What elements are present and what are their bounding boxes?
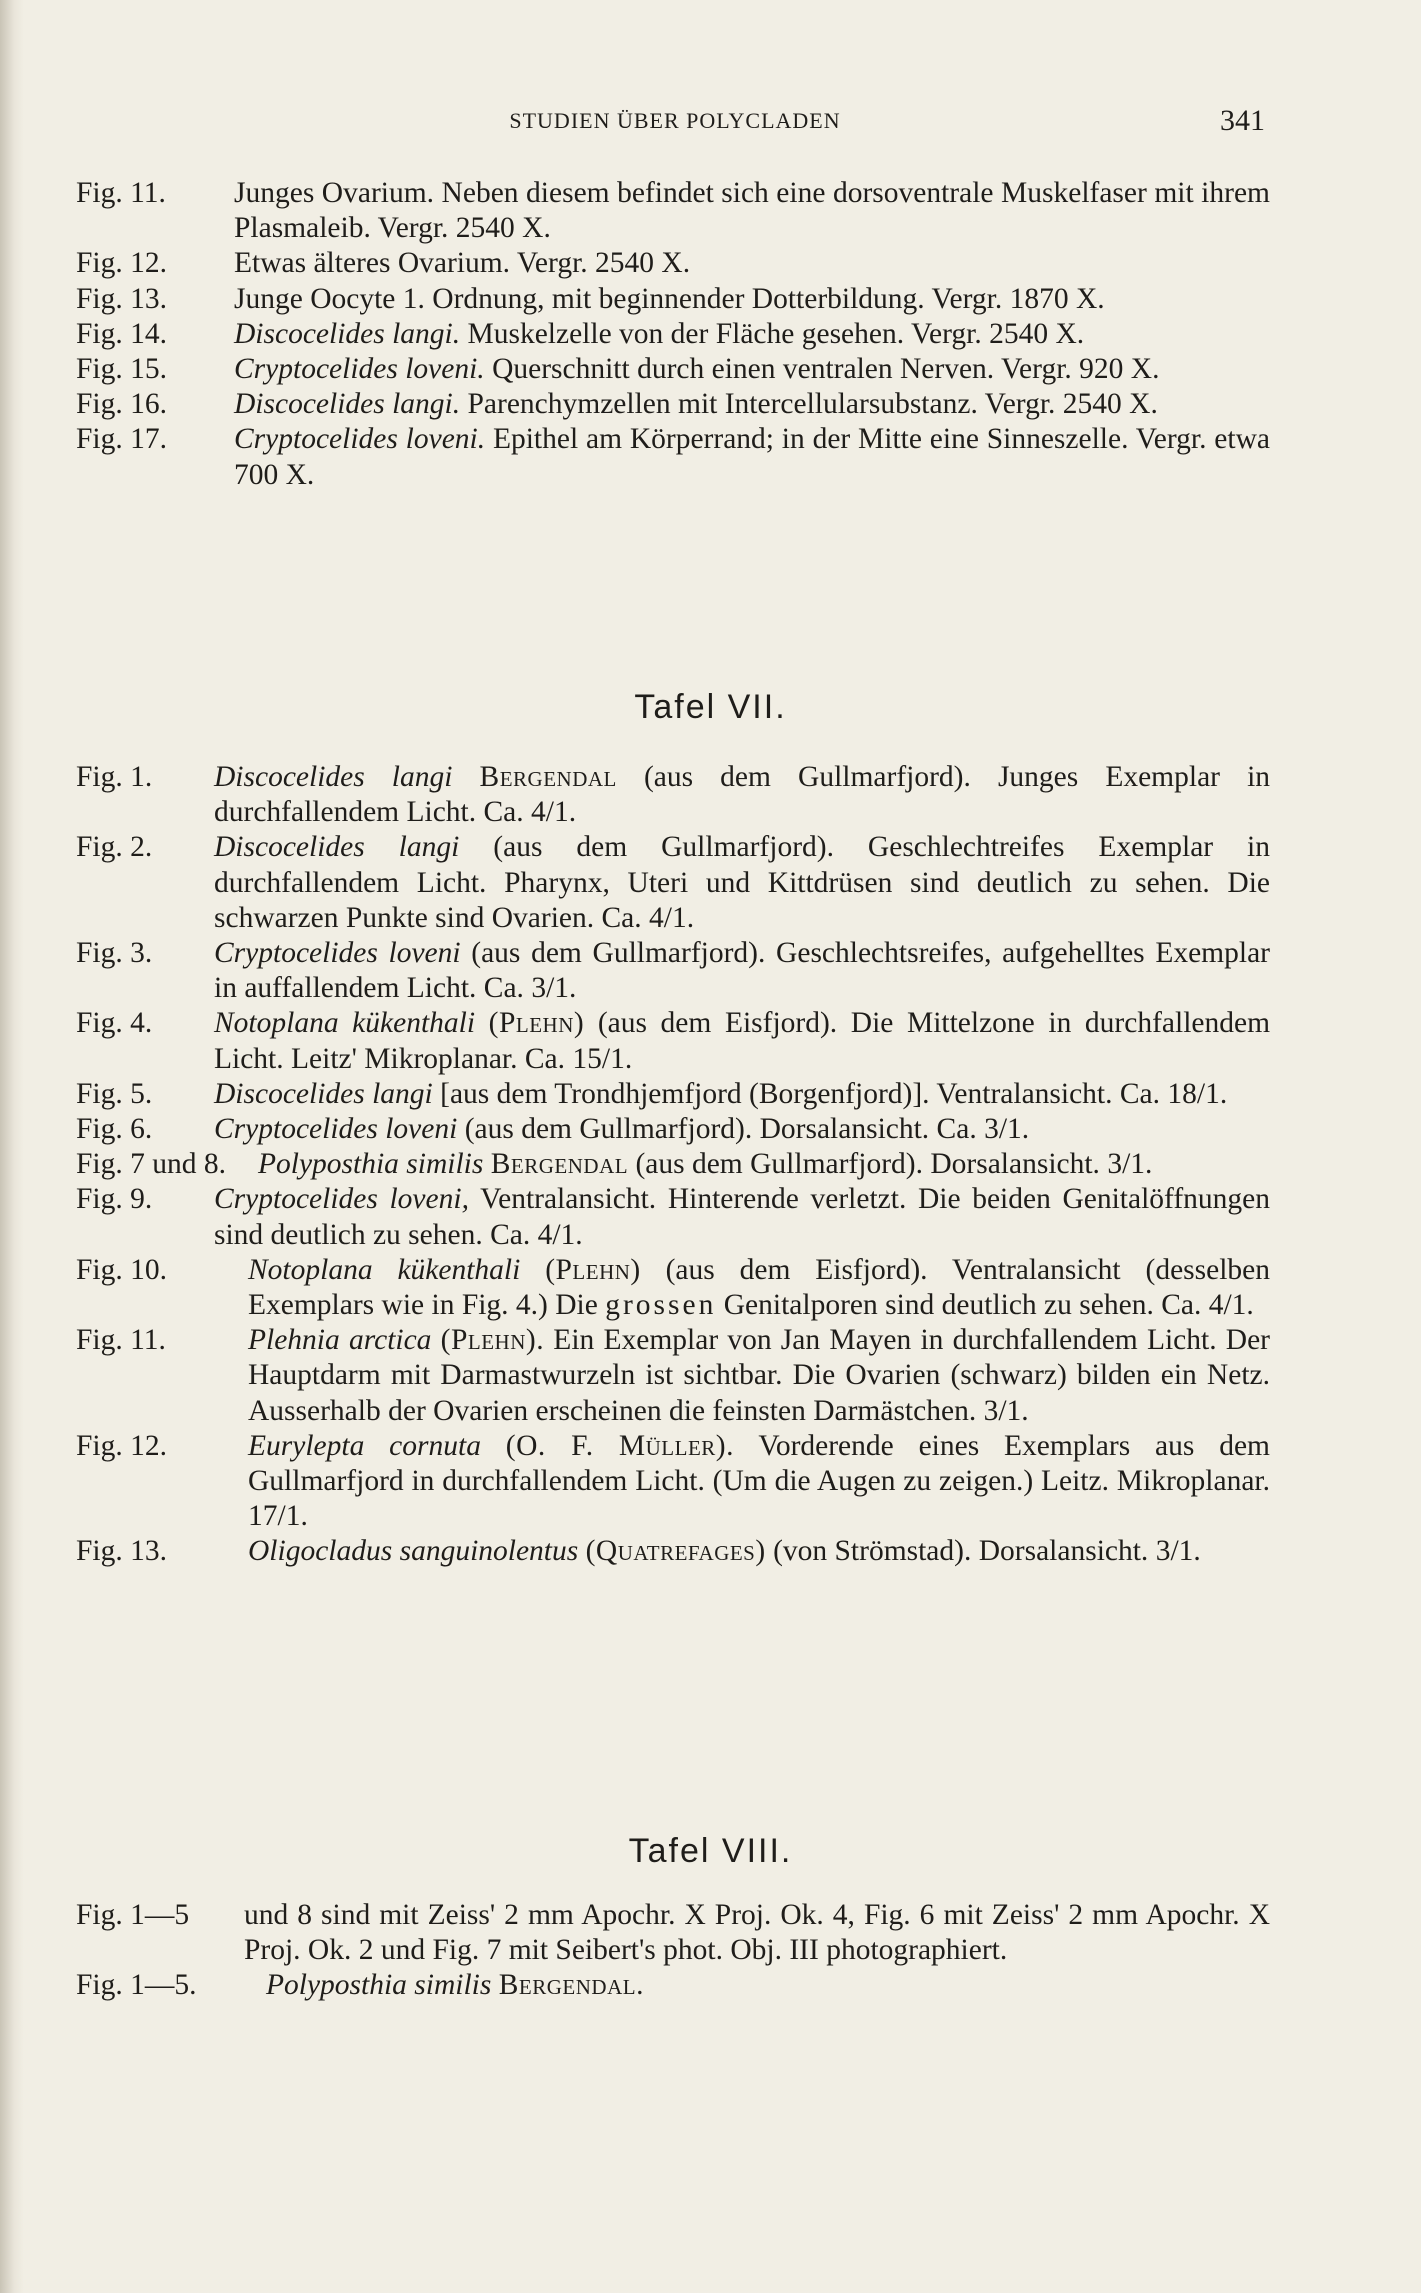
author-name: (Plehn) (545, 1253, 641, 1286)
species-name: Eurylepta cornuta (248, 1429, 481, 1462)
figure-label: Fig. 12. (76, 247, 167, 280)
magnification: 18/1. (1167, 1077, 1228, 1110)
tafel-viii-figure-list (76, 1898, 1270, 2004)
figure-entry (76, 1006, 1270, 1076)
figure-label: Fig. 2. (76, 831, 153, 864)
figure-entry (76, 246, 1270, 281)
figure-description: Muskelzelle von der Fläche gesehen. Vergr. 2540 X. (467, 317, 1085, 350)
figure-label: Fig. 10. (76, 1253, 167, 1286)
author-name: (Quatrefages) (585, 1535, 766, 1568)
species-name: Discocelides langi. (234, 388, 461, 421)
species-name: Oligocladus sanguinolentus (248, 1535, 579, 1568)
figure-description: (aus dem Gullmarfjord). Geschlechtsreifes, aufgehelltes Exemplar in auffallendem Licht. Ca. (214, 937, 1270, 1005)
figure-description: (aus dem Gullmarfjord). Geschlechtreifes Exemplar in durchfallendem Licht. Pharynx, Uteri und Kittdrüsen sind deutlich zu sehen. Die schwarzen Punkte sind Ovarien. Ca. (214, 831, 1271, 934)
figure-description: Etwas älteres Ovarium. Vergr. 2540 X. (234, 247, 691, 280)
species-name: Cryptocelides loveni. (234, 353, 485, 386)
species-name: Cryptocelides loveni (214, 937, 461, 970)
author-name: (Plehn). (440, 1324, 545, 1357)
magnification: 15/1. (572, 1042, 633, 1075)
magnification: 4/1. (537, 1218, 583, 1251)
author-name: Bergendal (490, 1148, 629, 1181)
species-name: Polyposthia similis (258, 1148, 484, 1181)
figure-entry (76, 1077, 1270, 1112)
page-edge-shadow (0, 0, 24, 2293)
magnification: 3/1. (984, 1113, 1030, 1146)
author-name: (Plehn) (488, 1007, 585, 1040)
figure-entry (76, 1968, 1270, 2003)
figure-label: Fig. 17. (76, 423, 167, 456)
figure-entry (76, 176, 1270, 246)
tafel-vii-figure-list (76, 760, 1270, 1570)
page-header (0, 104, 1421, 144)
figure-entry (76, 760, 1270, 830)
figure-description: Junges Ovarium. Neben diesem befindet sich eine dorsoventrale Muskelfaser mit ihrem Plasmaleib. Vergr. 2540 X. (234, 177, 1270, 245)
figure-description: Parenchymzellen mit Intercellularsubstanz. Vergr. 2540 X. (467, 388, 1158, 421)
species-name: Plehnia arctica (248, 1324, 432, 1357)
species-name: Discocelides langi (214, 1077, 433, 1110)
figure-label: Fig. 1—5. (76, 1969, 197, 2002)
figure-description: (aus dem Gullmarfjord). Junges Exemplar in durchfallendem Licht. Ca. (214, 761, 1271, 829)
tafel-vii-heading: Tafel VII. (634, 688, 787, 726)
figure-description: (aus dem Eisfjord). Die Mittelzone in durchfallendem Licht. Leitz' Mikroplanar. Ca. (214, 1007, 1271, 1075)
species-name: Discocelides langi (214, 761, 453, 793)
figure-description: Querschnitt durch einen ventralen Nerven. Vergr. 920 X. (492, 353, 1160, 386)
figure-entry (76, 352, 1270, 387)
figure-description: Ventralansicht. Hinterende verletzt. Die beiden Genitalöffnungen sind deutlich zu sehen. Ca. (214, 1183, 1270, 1251)
author-name: Bergendal (479, 761, 617, 793)
species-name: Polyposthia similis (266, 1969, 492, 2002)
figure-entry (76, 1323, 1270, 1429)
figure-label: Fig. 16. (76, 388, 167, 421)
figure-entry (76, 422, 1270, 492)
figure-entry (76, 1898, 1270, 1968)
species-name: Notoplana kükenthali (248, 1253, 521, 1286)
figure-label: Fig. 14. (76, 317, 167, 350)
figure-description: und 8 sind mit Zeiss' 2 mm Apochr. X Proj. Ok. 4, Fig. 6 mit Zeiss' 2 mm Apochr. X Proj. Ok. 2 und Fig. 7 mit Seibert's phot. Obj. III photographiert. (244, 1899, 1270, 1967)
figure-entry (76, 1429, 1270, 1535)
figure-entry (76, 317, 1270, 352)
figure-entry (76, 387, 1270, 422)
figure-label: Fig. 4. (76, 1007, 153, 1040)
figure-label: Fig. 5. (76, 1077, 153, 1110)
figure-description: (von Strömstad). Dorsalansicht. (773, 1535, 1149, 1568)
figure-entry (76, 1147, 1270, 1182)
magnification: 3/1. (1107, 1148, 1153, 1181)
species-name: Cryptocelides loveni. (234, 423, 486, 456)
magnification: 17/1. (248, 1500, 308, 1533)
figure-label: Fig. 9. (76, 1183, 153, 1216)
species-name: Cryptocelides loveni (214, 1113, 458, 1146)
page-number: 341 (1220, 104, 1265, 137)
author-name: Bergendal. (498, 1969, 644, 2002)
figure-label: Fig. 11. (76, 177, 166, 209)
figure-description: (aus dem Gullmarfjord). Dorsalansicht. (635, 1148, 1100, 1181)
magnification: 4/1. (531, 796, 577, 829)
figure-label: Fig. 1—5 (76, 1899, 190, 1931)
figure-description-continued: Genitalporen sind deutlich zu sehen. Ca. (723, 1289, 1202, 1322)
figure-description: Junge Oocyte 1. Ordnung, mit beginnender Dotterbildung. Vergr. 1870 X. (234, 282, 1105, 315)
magnification: 3/1. (983, 1394, 1029, 1427)
figure-entry (76, 1253, 1270, 1323)
species-name: Cryptocelides loveni, (214, 1183, 469, 1216)
figure-description: (aus dem Eisfjord). Ventralansicht (desselben Exemplars wie in Fig. 4.) Die (248, 1253, 1270, 1322)
figure-entry (76, 936, 1270, 1006)
magnification: 3/1. (1155, 1535, 1201, 1568)
emphasized-word: grossen (605, 1289, 717, 1322)
running-title: STUDIEN ÜBER POLYCLADEN (509, 108, 841, 133)
figure-entry (76, 1182, 1270, 1252)
figure-description: Ein Exemplar von Jan Mayen in durchfallendem Licht. Der Hauptdarm mit Darmastwurzeln ist sichtbar. Die Ovarien (schwarz) bilden ein Netz. Ausserhalb der Ovarien erscheinen die feinsten Darmästchen. (248, 1324, 1271, 1427)
figure-entry (76, 1534, 1270, 1569)
figure-list-continued (76, 176, 1270, 493)
magnification: 4/1. (1208, 1289, 1254, 1322)
figure-description: (aus dem Gullmarfjord). Dorsalansicht. Ca. (464, 1113, 977, 1146)
figure-label: Fig. 7 und 8. (76, 1148, 226, 1181)
species-name: Notoplana kükenthali (214, 1007, 476, 1040)
figure-entry (76, 830, 1270, 936)
figure-description: Epithel am Körperrand; in der Mitte eine Sinneszelle. Vergr. etwa 700 X. (234, 423, 1270, 491)
figure-entry (76, 282, 1270, 317)
species-name: Discocelides langi. (234, 317, 461, 350)
magnification: 4/1. (649, 901, 695, 934)
figure-label: Fig. 6. (76, 1113, 153, 1146)
figure-label: Fig. 13. (76, 282, 167, 315)
figure-label: Fig. 11. (76, 1324, 166, 1357)
species-name: Discocelides langi (214, 831, 460, 864)
figure-description: Vorderende eines Exemplars aus dem Gullmarfjord in durchfallendem Licht. (Um die Augen zu zeigen.) Leitz. Mikroplanar. (248, 1429, 1270, 1498)
author-name: (O. F. Müller). (505, 1429, 734, 1462)
figure-label: Fig. 15. (76, 353, 167, 386)
tafel-viii-heading: Tafel VIII. (628, 1832, 793, 1870)
figure-description: [aus dem Trondhjemfjord (Borgenfjord)]. Ventralansicht. Ca. (440, 1077, 1161, 1110)
magnification: 3/1. (531, 972, 577, 1005)
figure-label: Fig. 13. (76, 1535, 167, 1568)
figure-label: Fig. 1. (76, 761, 153, 793)
figure-label: Fig. 12. (76, 1429, 167, 1462)
figure-entry (76, 1112, 1270, 1147)
figure-label: Fig. 3. (76, 937, 153, 970)
